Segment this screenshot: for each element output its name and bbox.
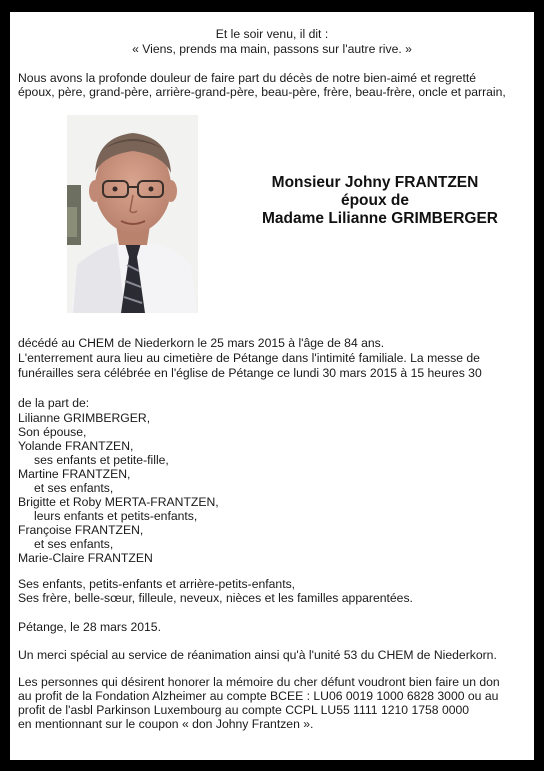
- family-line: Yolande FRANTZEN,: [18, 439, 134, 453]
- family-line: et ses enfants,: [34, 537, 114, 551]
- details-line-3: funérailles sera célébrée en l'église de Pétange ce lundi 30 mars 2015 à 15 heures 30: [18, 366, 482, 380]
- quote-line-1: Et le soir venu, il dit :: [215, 27, 329, 41]
- family-heading: de la part de:: [18, 396, 90, 410]
- donation-line-2: au profit de la Fondation Alzheimer au compte BCEE : LU06 0019 1000 6828 3000 ou au: [18, 689, 499, 703]
- family-line: Lilianne GRIMBERGER,: [18, 411, 151, 425]
- relatives-line-1: Ses enfants, petits-enfants et arrière-petits-enfants,: [18, 577, 296, 591]
- intro-line-1: Nous avons la profonde douleur de faire part du décès de notre bien-aimé et regretté: [18, 71, 476, 85]
- quote-line-2: « Viens, prends ma main, passons sur l'autre rive. »: [132, 42, 412, 56]
- obituary-page: [10, 12, 534, 760]
- details-line-2: L'enterrement aura lieu au cimetière de Pétange dans l'intimité familiale. La messe de: [18, 351, 480, 365]
- family-line: leurs enfants et petits-enfants,: [34, 509, 198, 523]
- family-line: Françoise FRANTZEN,: [18, 523, 144, 537]
- relatives-line-2: Ses frère, belle-sœur, filleule, neveux, nièces et les familles apparentées.: [18, 591, 413, 605]
- portrait-photo: [67, 115, 198, 313]
- relation-text: époux de: [340, 192, 410, 209]
- deceased-name: Monsieur Johny FRANTZEN: [271, 174, 479, 191]
- family-line: Son épouse,: [18, 425, 87, 439]
- details-line-1: décédé au CHEM de Niederkorn le 25 mars 2015 à l'âge de 84 ans.: [18, 336, 385, 350]
- family-line: ses enfants et petite-fille,: [34, 453, 169, 467]
- place-date: Pétange, le 28 mars 2015.: [18, 620, 161, 634]
- spouse-name: Madame Lilianne GRIMBERGER: [262, 210, 498, 227]
- family-line: Marie-Claire FRANTZEN: [18, 551, 153, 565]
- intro-line-2: époux, père, grand-père, arrière-grand-père, beau-père, frère, beau-frère, oncle et parrain,: [18, 85, 506, 99]
- donation-line-1: Les personnes qui désirent honorer la mémoire du cher défunt voudront bien faire un don: [18, 675, 500, 689]
- family-line: et ses enfants,: [34, 481, 114, 495]
- donation-line-3: profit de l'asbl Parkinson Luxembourg au compte CCPL LU55 1111 1210 1758 0000: [18, 703, 470, 717]
- thanks-text: Un merci spécial au service de réanimation ainsi qu'à l'unité 53 du CHEM de Niederkorn.: [18, 648, 497, 662]
- portrait-illustration: [67, 115, 198, 313]
- family-line: Martine FRANTZEN,: [18, 467, 131, 481]
- donation-line-4: en mentionnant sur le coupon « don Johny Frantzen ».: [18, 717, 314, 731]
- family-line: Brigitte et Roby MERTA-FRANTZEN,: [18, 495, 219, 509]
